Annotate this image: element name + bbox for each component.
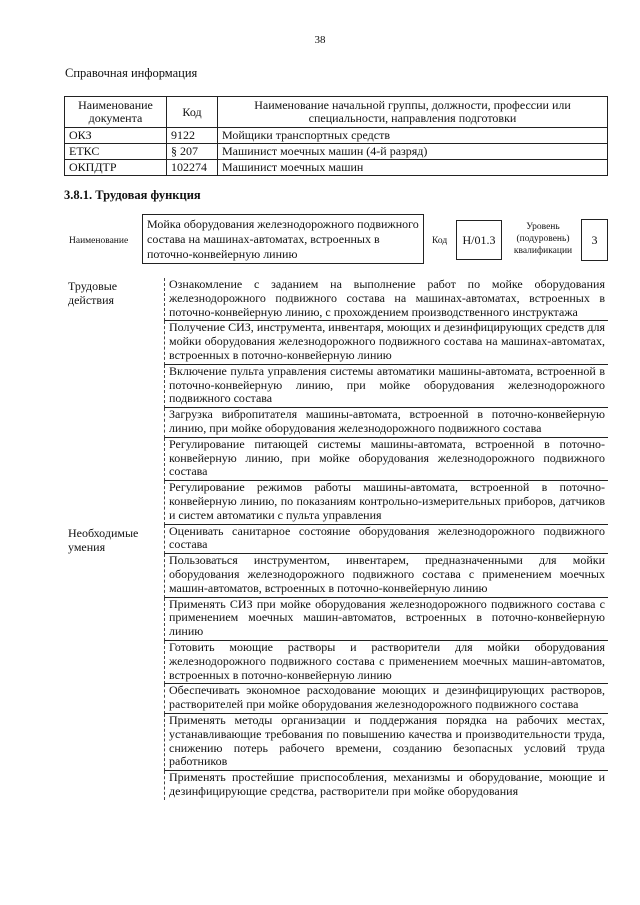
list-item: Оценивать санитарное состояние оборудования железнодорожного подвижного состава	[164, 525, 608, 555]
table-cell: ОКЗ	[65, 128, 167, 144]
list-item: Применять методы организации и поддержания порядка на рабочих местах, устанавливающие требования по повышению качества и производительности труда, снижению потерь рабочего времени, созданию безопасных условий труда работников	[164, 714, 608, 771]
header-document: Наименование документа	[65, 97, 167, 128]
header-name: Наименование начальной группы, должности, профессии или специальности, направления подготовки	[218, 97, 608, 128]
table-cell: ОКПДТР	[65, 160, 167, 176]
table-row	[65, 160, 608, 176]
table-cell: 102274	[167, 160, 218, 176]
list-item: Ознакомление с заданием на выполнение работ по мойке оборудования железнодорожного подвижного состава на машинах-автоматах, встроенных в поточно-конвейерную линию, с прохождением производственного инструктажа	[164, 278, 608, 321]
list-item: Регулирование режимов работы машины-автомата, встроенной в поточно-конвейерную линию, по показаниям контрольно-измерительных приборов, датчиков и систем автоматики с пульта управления	[164, 481, 608, 524]
table-cell: Мойщики транспортных средств	[218, 128, 608, 144]
page-number: 38	[314, 34, 326, 46]
function-details	[64, 278, 608, 800]
table-row	[65, 128, 608, 144]
section-label: Трудовые действия	[68, 279, 118, 307]
function-code: H/01.3	[456, 220, 502, 260]
header-code: Код	[167, 97, 218, 128]
function-title: 3.8.1. Трудовая функция	[64, 188, 201, 202]
list-item: Обеспечивать экономное расходование моющих и дезинфицирующих растворов, растворителей при мойке оборудования железнодорожного подвижного состава	[164, 684, 608, 714]
list-item: Готовить моющие растворы и растворители для мойки оборудования железнодорожного подвижного состава с применением моечных машин-автоматов, встроенных в поточно-конвейерную линию	[164, 641, 608, 684]
section-items	[164, 278, 608, 525]
reference-table	[64, 96, 608, 176]
list-item: Применять СИЗ при мойке оборудования железнодорожного подвижного состава с применением моечных машин-автоматов, встроенных в поточно-конвейерную линию	[164, 598, 608, 641]
section-items	[164, 525, 608, 800]
table-cell: § 207	[167, 144, 218, 160]
list-item: Включение пульта управления системы автоматики машины-автомата, встроенной в поточно-конвейерную линию, при мойке оборудования железнодорожного подвижного состава	[164, 365, 608, 408]
list-item: Регулирование питающей системы машины-автомата, встроенной в поточно-конвейерную линию, при мойке оборудования железнодорожного подвижного состава	[164, 438, 608, 481]
table-cell: Машинист моечных машин	[218, 160, 608, 176]
function-name: Мойка оборудования железнодорожного подвижного состава на машинах-автоматах, встроенных в поточно-конвейерную линию	[142, 214, 424, 264]
section-required-skills	[64, 525, 608, 800]
name-label: Наименование	[69, 236, 129, 246]
table-header-row	[65, 97, 608, 128]
list-item: Получение СИЗ, инструмента, инвентаря, моющих и дезинфицирующих средств для мойки оборудования железнодорожного подвижного состава на машинах-автоматах, встроенных в поточно-конвейерную линию	[164, 321, 608, 364]
table-cell: Машинист моечных машин (4-й разряд)	[218, 144, 608, 160]
level-label: Уровень (подуровень) квалификации	[513, 222, 573, 256]
list-item: Загрузка вибропитателя машины-автомата, встроенной в поточно-конвейерную линию, при мойке оборудования железнодорожного подвижного состава	[164, 408, 608, 438]
table-row	[65, 144, 608, 160]
code-label: Код	[432, 236, 448, 246]
section-label: Необходимые умения	[68, 525, 139, 554]
table-cell: 9122	[167, 128, 218, 144]
reference-title: Справочная информация	[65, 66, 198, 80]
table-cell: ЕТКС	[65, 144, 167, 160]
section-labor-actions	[64, 278, 608, 525]
function-level: 3	[581, 219, 608, 261]
list-item: Применять простейшие приспособления, механизмы и оборудование, моющие и дезинфицирующие средства, растворители при мойке оборудования	[164, 771, 608, 800]
list-item: Пользоваться инструментом, инвентарем, предназначенными для мойки оборудования железнодорожного подвижного состава с применением моечных машин-автоматов, встроенных в поточно-конвейерную линию	[164, 554, 608, 597]
